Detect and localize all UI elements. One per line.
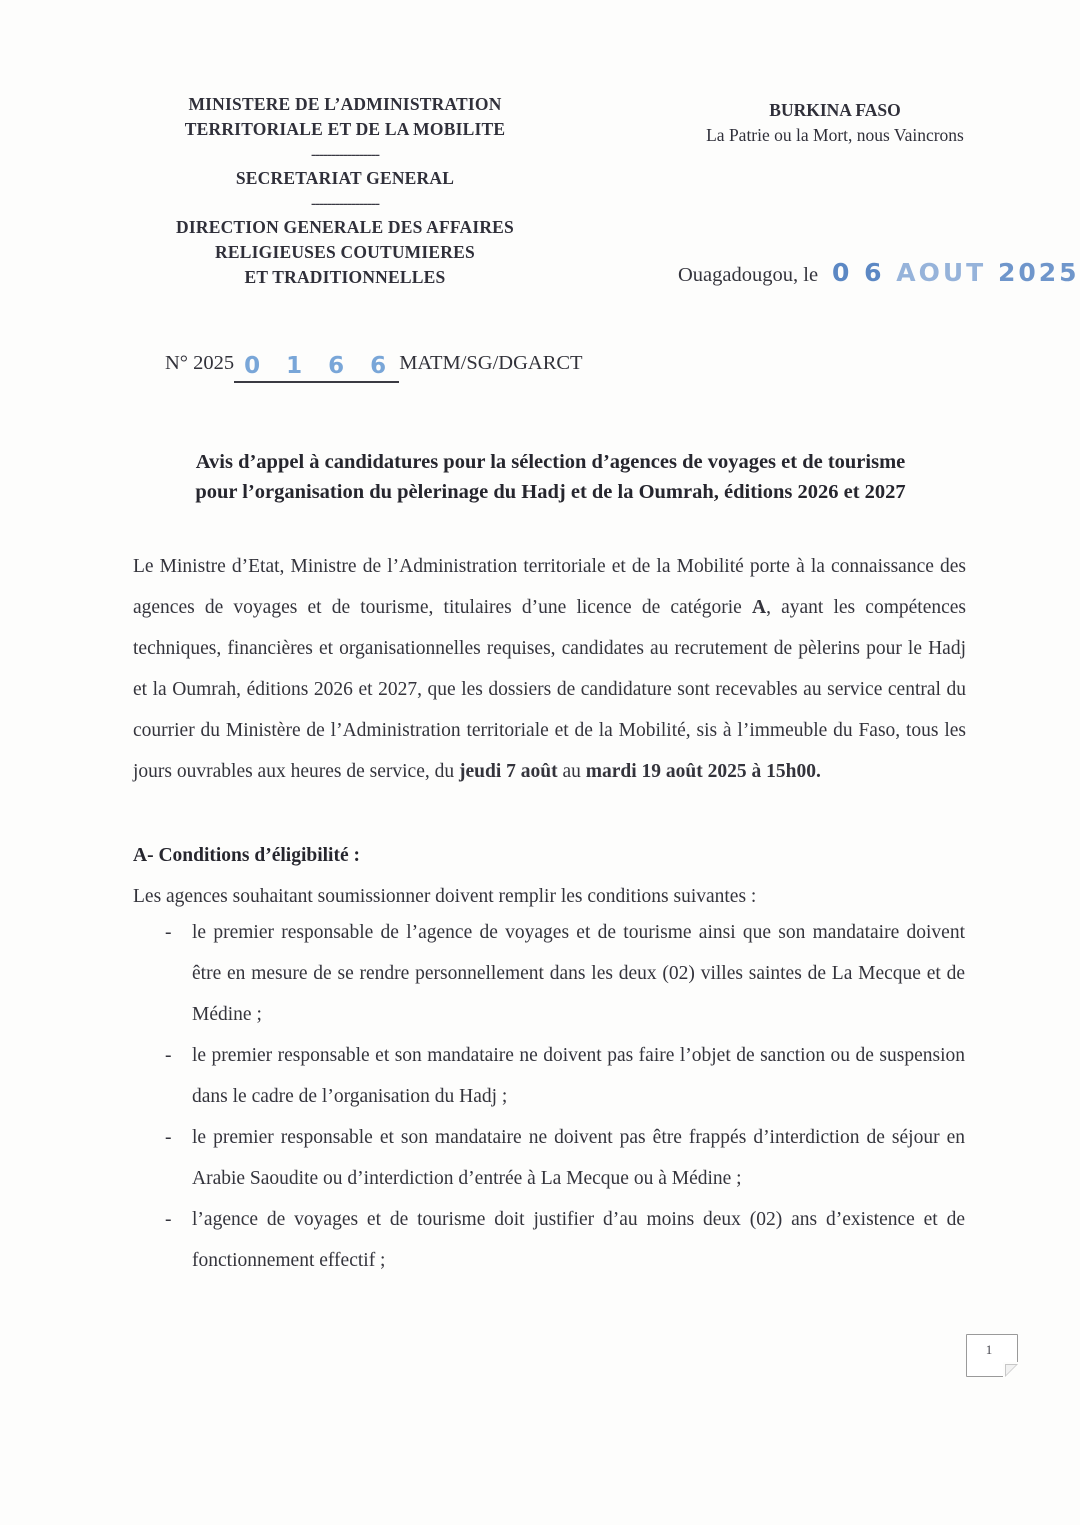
- reference-prefix: N° 2025: [165, 352, 235, 374]
- ministry-line2: TERRITORIALE ET DE LA MOBILITE: [184, 119, 506, 139]
- conditions-list: [163, 912, 965, 1281]
- dateline: [678, 258, 1078, 287]
- body-category-bold: A: [751, 596, 767, 618]
- page-number: 1: [985, 1342, 993, 1357]
- dash-marker: -: [165, 1209, 172, 1230]
- place-label: Ouagadougou, le: [678, 264, 819, 286]
- body-paragraph: [133, 546, 966, 792]
- list-item: [163, 1117, 965, 1199]
- header-right: [655, 98, 1015, 148]
- conditions-heading: A- Conditions d’éligibilité :: [133, 845, 360, 866]
- list-item-text: le premier responsable et son mandataire ne doivent pas faire l’objet de sanction ou de suspension dans le cadre de l’organisation du Hadj ;: [192, 1045, 965, 1107]
- dash-marker: -: [165, 922, 172, 943]
- body-end-date-bold: mardi 19 août 2025 à 15h00.: [585, 760, 821, 782]
- list-item: [163, 912, 965, 1035]
- separator-dashes: -----------------: [311, 147, 379, 163]
- direction-name: [140, 215, 550, 290]
- list-item: [163, 1199, 965, 1281]
- ministry-line1: MINISTERE DE L’ADMINISTRATION: [188, 94, 502, 114]
- separator-dashes: -----------------: [311, 196, 379, 212]
- national-motto: La Patrie ou la Mort, nous Vaincrons: [706, 125, 964, 145]
- dash-marker: -: [165, 1127, 172, 1148]
- header-left: [140, 92, 550, 292]
- title-line2: pour l’organisation du pèlerinage du Hadj et de la Oumrah, éditions 2026 et 2027: [195, 481, 906, 503]
- reference-number: [165, 352, 583, 383]
- list-item: [163, 1035, 965, 1117]
- date-stamp: [832, 258, 1080, 287]
- country-name: BURKINA FASO: [769, 100, 901, 120]
- secretariat-name: SECRETARIAT GENERAL: [235, 168, 455, 188]
- list-item-text: l’agence de voyages et de tourisme doit justifier d’au moins deux (02) ans d’existence et de fonctionnement effectif ;: [192, 1209, 965, 1271]
- body-seg3: au: [557, 760, 586, 782]
- stamp-day: 0 6: [832, 258, 885, 287]
- document-title: [128, 447, 973, 507]
- reference-suffix: MATM/SG/DGARCT: [399, 352, 583, 374]
- body-seg2: , ayant les compétences techniques, financières et organisationnelles requises, candidates au recrutement de pèlerins pour le Hadj et la Oumrah, éditions 2026 et 2027, que les dossiers de candidature sont recevables au service central du courrier du Ministère de l’Administration territoriale et de la Mobilité, sis à l’immeuble du Faso, tous les jours ouvrables aux heures de service, du: [133, 596, 967, 782]
- list-item-text: le premier responsable et son mandataire ne doivent pas être frappés d’interdiction de séjour en Arabie Saoudite ou d’interdiction d’entrée à La Mecque ou à Médine ;: [192, 1127, 965, 1189]
- direction-line2: RELIGIEUSES COUTUMIERES: [215, 242, 475, 262]
- stamp-month: AOUT: [896, 258, 987, 287]
- list-item-text: le premier responsable de l’agence de voyages et de tourisme ainsi que son mandataire doivent être en mesure de se rendre personnellement dans les deux (02) villes saintes de La Mecque et de Médine ;: [192, 922, 965, 1025]
- stamp-year: 2025: [997, 258, 1080, 287]
- body-start-date-bold: jeudi 7 août: [458, 760, 558, 782]
- body-seg1: Le Ministre d’Etat, Ministre de l’Administration territoriale et de la Mobilité porte à la connaissance des agences de voyages et de tourisme, titulaires d’une licence de catégorie: [133, 555, 966, 618]
- dash-marker: -: [165, 1045, 172, 1066]
- reference-number-stamp: 0 1 6 6: [234, 353, 399, 383]
- ministry-name: [140, 92, 550, 142]
- direction-line1: DIRECTION GENERALE DES AFFAIRES: [176, 217, 514, 237]
- direction-line3: ET TRADITIONNELLES: [244, 267, 446, 287]
- page-number-badge: [966, 1334, 1018, 1377]
- folded-corner-icon: [1006, 1365, 1016, 1375]
- conditions-intro: Les agences souhaitant soumissionner doivent remplir les conditions suivantes :: [133, 886, 757, 907]
- title-line1: Avis d’appel à candidatures pour la sélection d’agences de voyages et de tourisme: [195, 451, 906, 473]
